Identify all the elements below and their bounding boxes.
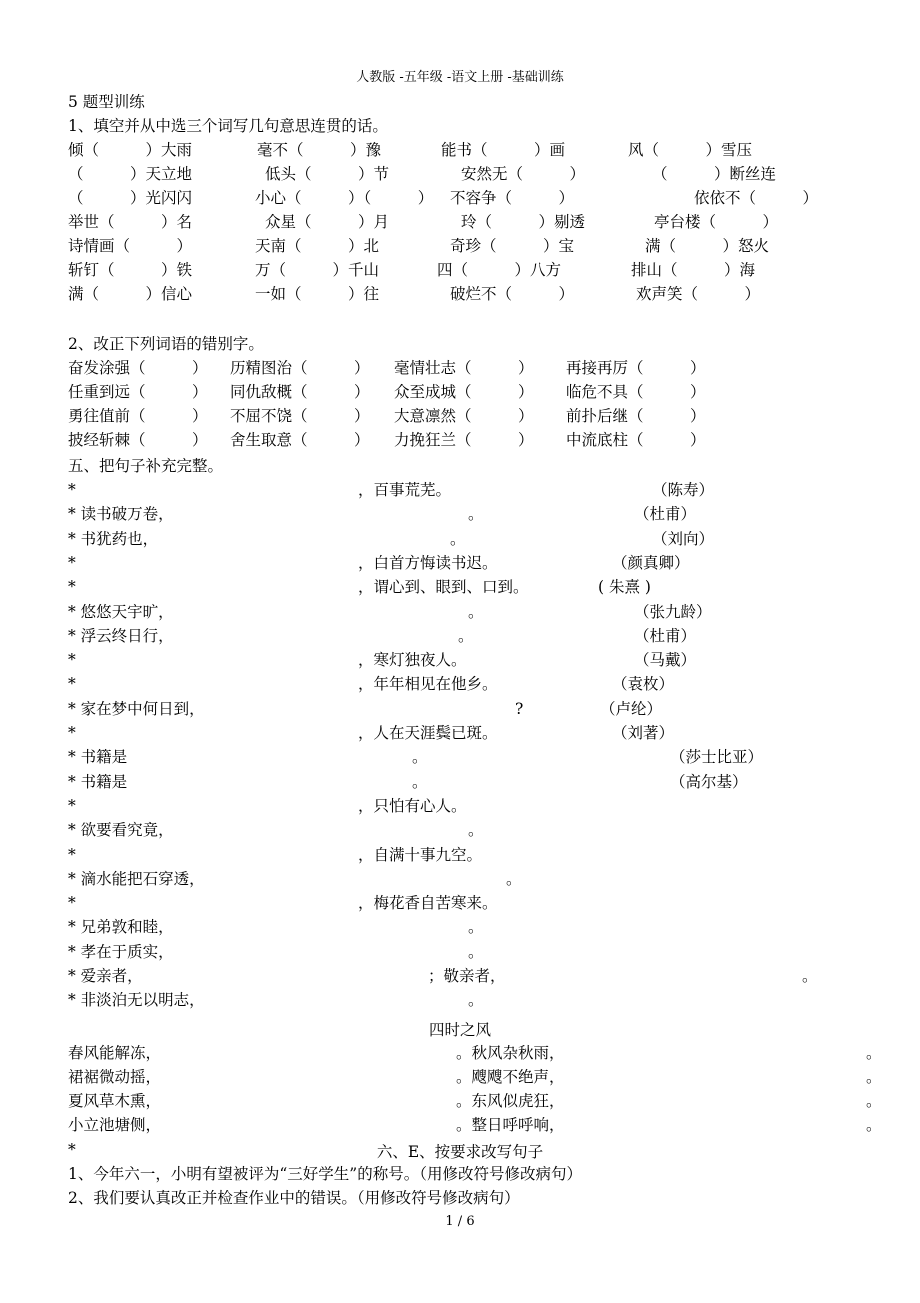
q5-item-completion: 。 [506,869,522,888]
q5-item-prompt: * 非淡泊无以明志， [68,991,205,1010]
q5-item-author: （高尔基） [670,772,748,791]
poem-line-end: 。 [866,1044,882,1062]
q2-cell: 临危不具（ ） [566,383,706,401]
poem-line-middle: 。秋风杂秋雨， [456,1044,565,1062]
q2-cell: 勇往值前（ ） [68,407,208,425]
q1-cell: （ ）断丝连 [652,165,777,183]
q5-item-prompt: * 书籍是 [68,772,128,791]
q5-item-prompt: * 滴水能把石穿透， [68,869,205,888]
q5-item-prompt: * [68,724,76,742]
q5-item-completion: ，寒灯独夜人。 [358,651,467,670]
q5-item-prompt: * [68,553,76,572]
q2-cell: 力挽狂兰（ ） [394,431,534,449]
q1-cell: （ ）光闪闪 [68,189,193,207]
q2-cell: 任重到远（ ） [68,383,208,401]
q1-cell: 不容争（ ） [450,189,575,207]
poem-line-middle: 。整日呼呼响， [456,1116,565,1134]
q5-item-completion: ；敬亲者， [428,967,506,985]
q5-item-completion: ，百事荒芜。 [358,481,452,499]
q1-cell: 天南（ ）北 [255,237,380,255]
q6-item-1: 1、今年六一，小明有望被评为“三好学生”的称号。（用修改符号修改病句） [68,1165,582,1183]
q5-item-prompt: * 浮云终日行， [68,626,174,645]
q5-item-author: （卢纶） [600,699,663,718]
q5-item-author: （马戴） [634,651,697,670]
q1-cell: 奇珍（ ）宝 [450,237,575,255]
q2-cell: 众至成城（ ） [394,383,534,401]
q2-cell: 中流底柱（ ） [566,431,706,449]
q1-cell: 满（ ）怒火 [645,237,770,255]
q2-cell: 披经斩棘（ ） [68,431,208,449]
q6-item-2: 2、我们要认真改正并检查作业中的错误。（用修改符号修改病句） [68,1189,520,1207]
q1-title: 1、填空并从中选三个词写几句意思连贯的话。 [68,117,388,135]
q5-item-prompt: * 读书破万卷， [68,505,174,524]
q1-cell: 排山（ ）海 [631,261,756,279]
q5-item-author: （陈寿） [652,481,715,499]
page-header: 人教版 -五年级 -语文上册 -基础训练 [356,70,564,85]
q5-item-prompt: * [68,675,76,694]
q1-cell: 破烂不（ ） [450,285,575,303]
q5-item-completion: ? [515,699,524,718]
q1-cell: 安然无（ ） [461,165,586,183]
q5-item-completion: 。 [468,602,484,621]
q5-item-author: ( 朱熹 ) [598,578,651,597]
q1-cell: （ ）天立地 [68,165,193,183]
q2-cell: 再接再厉（ ） [566,359,706,377]
q5-item-prompt: * [68,578,76,597]
q2-cell: 大意凛然（ ） [394,407,534,425]
q5-item-completion: 。 [468,821,484,840]
q5-item-completion: ，人在天涯鬓已斑。 [358,724,498,742]
q5-item-author: 。 [802,967,818,985]
q5-item-completion: 。 [468,942,484,961]
q5-item-completion: 。 [458,626,474,645]
q5-item-completion: ，谓心到、眼到、口到。 [358,578,529,597]
q2-title: 2、改正下列词语的错别字。 [68,335,264,353]
poem-line-start: 小立池塘侧， [68,1116,162,1134]
q5-item-prompt: * 悠悠天宇旷， [68,602,174,621]
q5-item-completion: ，自满十事九空。 [358,845,483,864]
q5-item-completion: 。 [468,505,484,524]
q5-item-author: （杜甫） [634,626,697,645]
q5-item-prompt: * 兄弟敦和睦， [68,918,174,937]
q5-item-author: （张九龄） [634,602,712,621]
q5-item-prompt: * [68,796,76,815]
q2-cell: 同仇敌概（ ） [230,383,370,401]
q6-star: * [68,1141,76,1159]
q5-item-completion: 。 [412,772,428,791]
q1-cell: 万（ ）千山 [255,261,380,279]
q5-item-completion: 。 [412,748,428,767]
q5-item-prompt: * [68,845,76,864]
section-title: 5 题型训练 [68,93,145,111]
poem-line-end: 。 [866,1068,882,1086]
q5-item-completion: 。 [468,991,484,1010]
q5-item-prompt: * 书籍是 [68,748,128,767]
q5-item-prompt: * 孝在于质实， [68,942,174,961]
q5-item-prompt: * 欲要看究竟， [68,821,174,840]
q5-item-prompt: * [68,894,76,913]
poem-line-start: 裙裾微动摇， [68,1068,162,1086]
q1-cell: 四（ ）八方 [437,261,562,279]
q5-item-completion: 。 [468,918,484,937]
q1-cell: 低头（ ）节 [265,165,390,183]
q5-item-prompt: * 家在梦中何日到， [68,699,205,718]
q1-cell: 毫不（ ）豫 [257,141,382,159]
poem-title: 四时之风 [428,1021,491,1039]
q5-item-prompt: * 书犹药也， [68,529,159,548]
poem-line-end: 。 [866,1092,882,1110]
q5-item-completion: ，只怕有心人。 [358,796,467,815]
q2-cell: 不屈不饶（ ） [230,407,370,425]
q1-cell: 亭台楼（ ） [654,213,779,231]
q5-item-author: （莎士比亚） [670,748,764,767]
q1-cell: 众星（ ）月 [265,213,390,231]
q1-cell: 斩钉（ ）铁 [68,261,193,279]
q5-title: 五、把句子补充完整。 [68,457,224,475]
q1-cell: 一如（ ）往 [255,285,380,303]
q5-item-author: （杜甫） [634,505,697,524]
poem-line-start: 春风能解冻， [68,1044,162,1062]
q5-item-author: （袁枚） [612,675,675,694]
q5-item-prompt: * [68,481,76,499]
q5-item-author: （颜真卿） [612,553,690,572]
poem-line-end: 。 [866,1116,882,1134]
q1-cell: 依依不（ ） [694,189,819,207]
q2-cell: 奋发涂强（ ） [68,359,208,377]
q2-cell: 舍生取意（ ） [230,431,370,449]
q1-cell: 玲（ ）剔透 [461,213,586,231]
q5-item-prompt: * 爱亲者， [68,967,143,985]
q1-cell: 满（ ）信心 [68,285,193,303]
poem-line-start: 夏风草木熏， [68,1092,162,1110]
q5-item-author: （刘向） [652,529,715,548]
q5-item-completion: ，梅花香自苦寒来。 [358,894,498,913]
page-footer: 1 / 6 [445,1214,475,1229]
q6-title: 六、E、按要求改写句子 [376,1143,544,1161]
q2-cell: 历精图治（ ） [230,359,370,377]
q5-item-author: （刘著） [612,724,675,742]
q1-cell: 倾（ ）大雨 [68,141,193,159]
q1-cell: 风（ ）雪压 [628,141,753,159]
q1-cell: 小心（ ）（ ） [255,189,434,207]
q2-cell: 毫情壮志（ ） [394,359,534,377]
q5-item-prompt: * [68,651,76,670]
q5-item-completion: ，白首方悔读书迟。 [358,553,498,572]
q5-item-completion: ，年年相见在他乡。 [358,675,498,694]
poem-line-middle: 。东风似虎狂， [456,1092,565,1110]
q1-cell: 欢声笑（ ） [636,285,761,303]
q2-cell: 前扑后继（ ） [566,407,706,425]
q1-cell: 举世（ ）名 [68,213,193,231]
poem-line-middle: 。飕飕不绝声， [456,1068,565,1086]
q1-cell: 诗情画（ ） [68,237,193,255]
q5-item-completion: 。 [450,529,466,548]
q1-cell: 能书（ ）画 [441,141,566,159]
